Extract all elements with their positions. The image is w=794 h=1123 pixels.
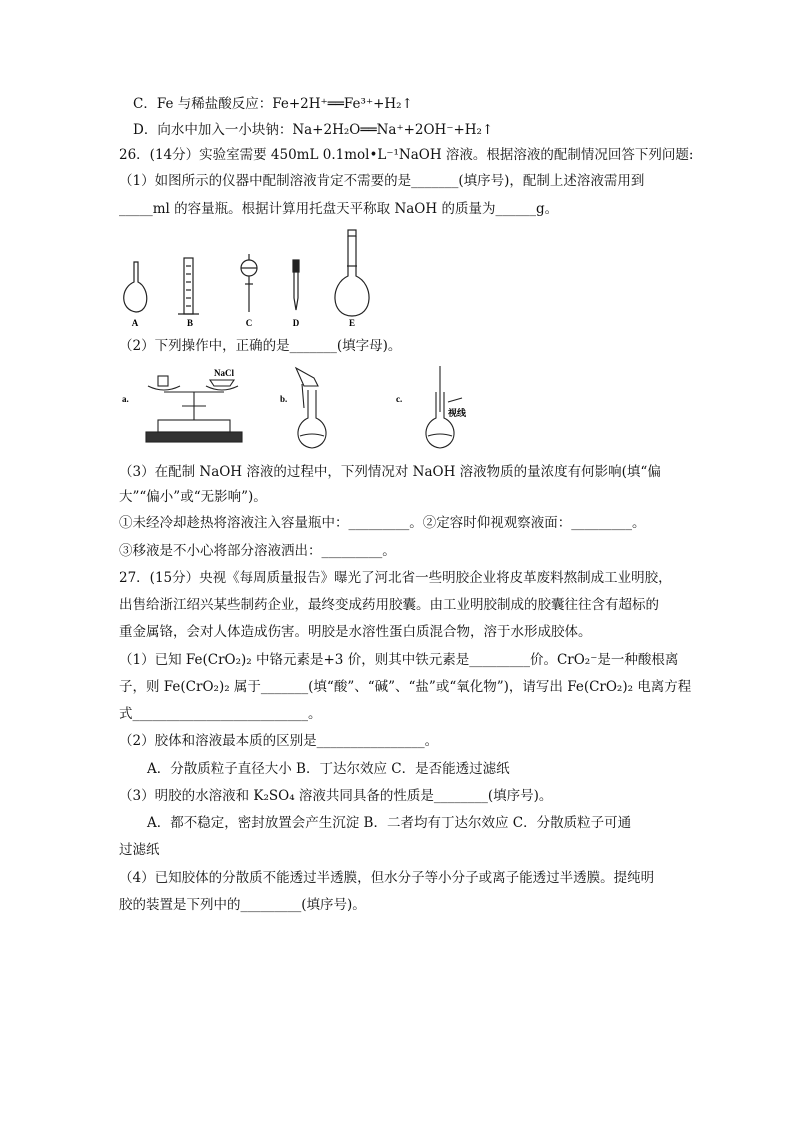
q26-3-items1: ①未经冷却趁热将溶液注入容量瓶中：_________。②定容时仰视观察液面：_________。 [119, 515, 646, 531]
instruments-figure [118, 226, 378, 334]
label-e: E [348, 318, 356, 328]
q27-1-line3: 式__________________________。 [119, 706, 322, 722]
q27-stem2: 出售给浙江绍兴某些制药企业，最终变成药用胶囊。由工业明胶制成的胶囊往往含有超标的 [119, 597, 659, 613]
q26-1-line2: _____ml 的容量瓶。根据计算用托盘天平称取 NaOH 的质量为______g。 [119, 201, 559, 217]
label-d: D [292, 318, 300, 328]
q27-3: （3）明胶的水溶液和 K₂SO₄ 溶液共同具备的性质是________(填序号)。 [119, 788, 553, 804]
q27-3-options2: 过滤纸 [119, 842, 160, 858]
q27-stem1: 27．(15分）央视《每周质量报告》曝光了河北省一些明胶企业将皮革废料熬制成工业明胶， [119, 570, 672, 586]
sighting-c [426, 366, 462, 448]
q27-4-line1: （4）已知胶体的分散质不能透过半透膜，但水分子等小分子或离子能透过半透膜。提纯明 [119, 870, 655, 886]
balance-a [146, 376, 242, 442]
q26-3-items2: ③移液是不小心将部分溶液洒出：_________。 [119, 543, 396, 559]
label-nacl: NaCl [214, 368, 234, 378]
option-d: D．向水中加入一小块钠：Na+2H₂O══Na⁺+2OH⁻+H₂↑ [133, 122, 494, 138]
q27-2-options: A．分散质粒子直径大小 B．丁达尔效应 C．是否能透过滤纸 [147, 761, 510, 777]
q26-3-line1: （3）在配制 NaOH 溶液的过程中，下列情况对 NaOH 溶液物质的量浓度有何影响(填“偏 [119, 464, 661, 480]
operations-figure [118, 362, 478, 454]
funnel-c [241, 254, 257, 312]
pouring-b [296, 368, 326, 448]
q27-4-line2: 胶的装置是下列中的_________(填序号)。 [119, 897, 366, 913]
q27-1-line1: （1）已知 Fe(CrO₂)₂ 中铬元素是+3 价，则其中铁元素是_________价。CrO₂⁻是一种酸根离 [119, 652, 679, 668]
q26-2: （2）下列操作中，正确的是_______(填字母)。 [119, 338, 402, 354]
q27-stem3: 重金属铬，会对人体造成伤害。明胶是水溶性蛋白质混合物，溶于水形成胶体。 [119, 624, 592, 640]
q27-2: （2）胶体和溶液最本质的区别是________________。 [119, 733, 439, 749]
q26-stem: 26．(14分）实验室需要 450mL 0.1mol•L⁻¹NaOH 溶液。根据溶液的配制情况回答下列问题: [119, 147, 694, 163]
q27-3-options1: A．都不稳定，密封放置会产生沉淀 B．二者均有丁达尔效应 C．分散质粒子可通 [147, 815, 632, 831]
label-c: C [245, 318, 253, 328]
label-sightline: 视线 [448, 408, 467, 418]
q26-3-line2: 大”“偏小”或“无影响”)。 [119, 489, 267, 505]
q27-1-line2: 子，则 Fe(CrO₂)₂ 属于_______(填“酸”、“碱”、“盐”或“氧化物”)，请写出 Fe(CrO₂)₂ 电离方程 [119, 679, 692, 695]
option-c: C．Fe 与稀盐酸反应：Fe+2H⁺══Fe³⁺+H₂↑ [133, 96, 413, 112]
dropper-d [293, 260, 299, 310]
label-b: B [186, 318, 194, 328]
label-a: A [131, 318, 139, 328]
volumetric-flask-e [335, 230, 369, 316]
label-op-b: b. [280, 394, 288, 404]
q26-1-line1: （1）如图所示的仪器中配制溶液肯定不需要的是_______(填序号)，配制上述溶液需用到 [119, 173, 645, 189]
flask-a [124, 262, 147, 312]
label-op-a: a. [122, 394, 129, 404]
label-op-c: c. [396, 394, 403, 404]
